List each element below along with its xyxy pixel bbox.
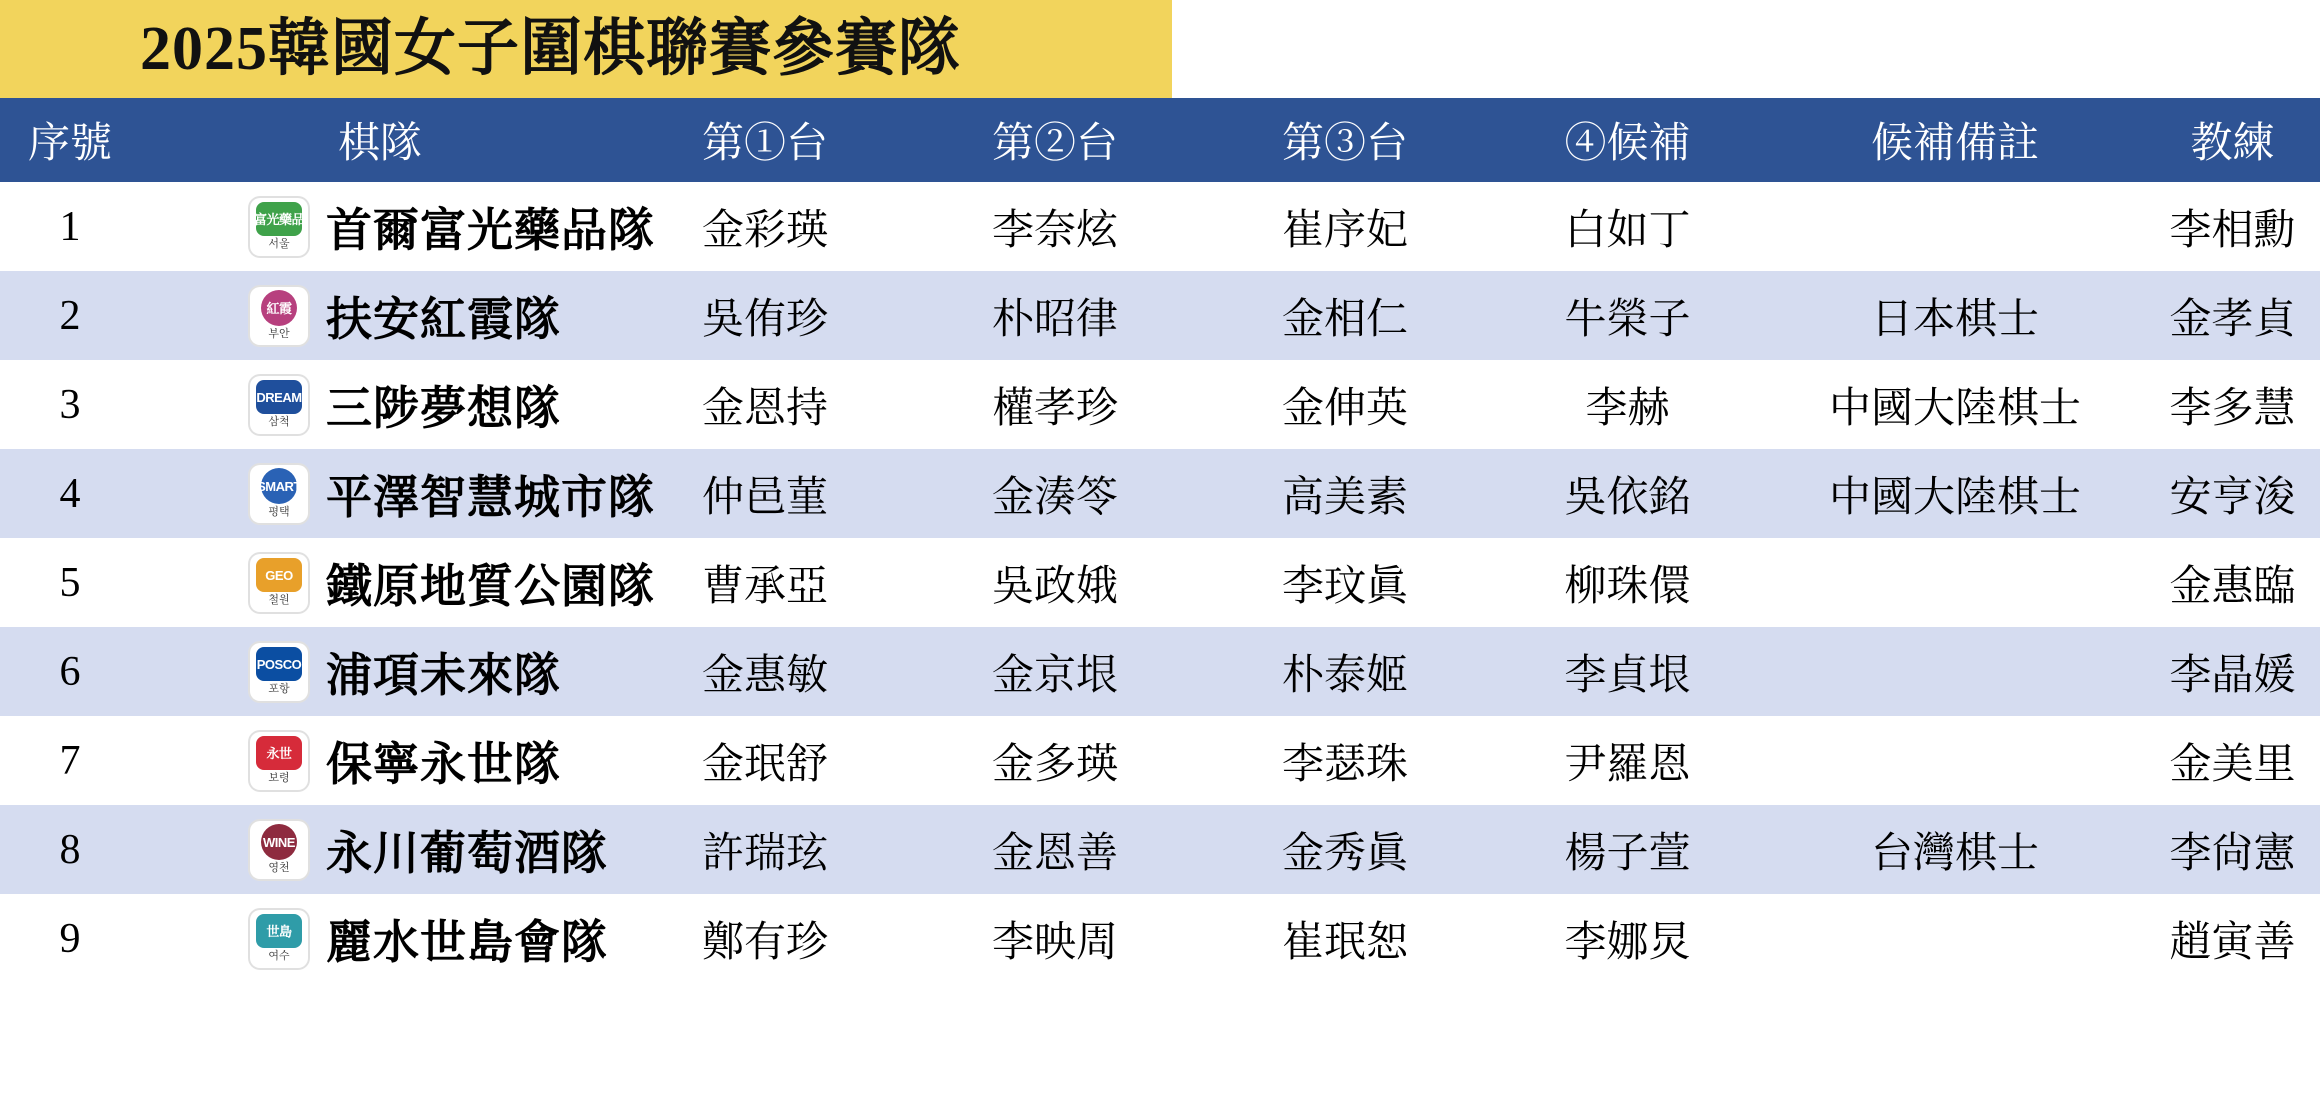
table-row bbox=[0, 538, 2320, 627]
coach-name: 李相勳 bbox=[2145, 182, 2320, 271]
team-cell bbox=[140, 449, 655, 538]
substitute-note: 台灣棋士 bbox=[1765, 805, 2145, 894]
header-row bbox=[0, 98, 2320, 182]
table-row bbox=[0, 627, 2320, 716]
row-index: 5 bbox=[0, 538, 140, 627]
header-team: 棋隊 bbox=[140, 98, 620, 182]
substitute-note: 中國大陸棋士 bbox=[1765, 449, 2145, 538]
team-cell bbox=[140, 360, 620, 449]
coach-name: 金惠臨 bbox=[2145, 538, 2320, 627]
board1-player: 金恩持 bbox=[620, 360, 910, 449]
team-logo-caption: 보령 bbox=[268, 772, 290, 785]
row-index: 7 bbox=[0, 716, 140, 805]
substitute-player: 尹羅恩 bbox=[1490, 716, 1765, 805]
board1-player: 吳侑珍 bbox=[620, 271, 910, 360]
team-name: 浦項未來隊 bbox=[326, 649, 561, 701]
coach-name: 李多慧 bbox=[2145, 360, 2320, 449]
header-coach: 教練 bbox=[2145, 98, 2320, 182]
substitute-player: 白如丁 bbox=[1490, 182, 1765, 271]
team-cell bbox=[140, 894, 620, 983]
board3-player: 金相仁 bbox=[1200, 271, 1490, 360]
team-logo-icon bbox=[248, 196, 310, 258]
team-name: 扶安紅霞隊 bbox=[326, 293, 561, 345]
title-banner bbox=[0, 0, 1172, 98]
team-logo-mark: GEO bbox=[256, 558, 302, 592]
row-index: 1 bbox=[0, 182, 140, 271]
board2-player: 金湊笭 bbox=[910, 449, 1200, 538]
board2-player: 李映周 bbox=[910, 894, 1200, 983]
board1-player: 曹承亞 bbox=[620, 538, 910, 627]
substitute-note bbox=[1765, 627, 2145, 716]
board3-player: 李瑟珠 bbox=[1200, 716, 1490, 805]
row-index: 2 bbox=[0, 271, 140, 360]
coach-name: 趙寅善 bbox=[2145, 894, 2320, 983]
board2-player: 權孝珍 bbox=[910, 360, 1200, 449]
board3-player: 崔序妃 bbox=[1200, 182, 1490, 271]
substitute-note bbox=[1765, 894, 2145, 983]
team-logo-icon bbox=[248, 552, 310, 614]
row-index: 6 bbox=[0, 627, 140, 716]
table-row bbox=[0, 271, 2320, 360]
team-logo-mark: 富光藥品 bbox=[256, 202, 302, 236]
team-logo-mark: WINE bbox=[261, 824, 297, 860]
board1-player: 鄭有珍 bbox=[620, 894, 910, 983]
table-row bbox=[0, 805, 2320, 894]
team-logo-icon bbox=[248, 819, 310, 881]
team-logo-mark: SMART bbox=[261, 468, 297, 504]
board2-player: 金多瑛 bbox=[910, 716, 1200, 805]
board3-player: 金秀眞 bbox=[1200, 805, 1490, 894]
substitute-player: 李娜炅 bbox=[1490, 894, 1765, 983]
board1-player: 金惠敏 bbox=[620, 627, 910, 716]
board2-player: 吳政娥 bbox=[910, 538, 1200, 627]
board1-player: 仲邑菫 bbox=[620, 449, 910, 538]
team-logo-caption: 서울 bbox=[268, 238, 290, 251]
team-logo-mark: POSCO bbox=[256, 647, 302, 681]
substitute-player: 李赫 bbox=[1490, 360, 1765, 449]
team-cell bbox=[140, 716, 620, 805]
board1-player: 金珉舒 bbox=[620, 716, 910, 805]
board2-player: 金京垠 bbox=[910, 627, 1200, 716]
page-title: 2025韓國女子圍棋聯賽參賽隊 bbox=[140, 15, 962, 83]
team-logo-caption: 영천 bbox=[268, 862, 290, 875]
team-cell bbox=[140, 538, 655, 627]
team-logo-caption: 철원 bbox=[268, 594, 290, 607]
row-index: 3 bbox=[0, 360, 140, 449]
table-row bbox=[0, 894, 2320, 983]
header-substitute: ④候補 bbox=[1490, 98, 1765, 182]
header-board1: 第①台 bbox=[620, 98, 910, 182]
substitute-player: 楊子萱 bbox=[1490, 805, 1765, 894]
row-index: 9 bbox=[0, 894, 140, 983]
board2-player: 金恩善 bbox=[910, 805, 1200, 894]
team-logo-mark: DREAM bbox=[256, 380, 302, 414]
board3-player: 崔珉恕 bbox=[1200, 894, 1490, 983]
team-logo-mark: 紅霞 bbox=[261, 290, 297, 326]
team-logo-mark: 永世 bbox=[256, 736, 302, 770]
table-header bbox=[0, 98, 2320, 182]
header-board2: 第②台 bbox=[910, 98, 1200, 182]
coach-name: 安亨浚 bbox=[2145, 449, 2320, 538]
board3-player: 金伸英 bbox=[1200, 360, 1490, 449]
board3-player: 李玟眞 bbox=[1200, 538, 1490, 627]
team-logo-caption: 평택 bbox=[268, 506, 290, 519]
team-name: 保寧永世隊 bbox=[326, 738, 561, 790]
substitute-player: 李貞垠 bbox=[1490, 627, 1765, 716]
team-logo-icon bbox=[248, 463, 310, 525]
table-body bbox=[0, 182, 2320, 983]
substitute-player: 吳依銘 bbox=[1490, 449, 1765, 538]
board2-player: 朴昭律 bbox=[910, 271, 1200, 360]
team-logo-icon bbox=[248, 730, 310, 792]
board1-player: 金彩瑛 bbox=[620, 182, 910, 271]
coach-name: 金美里 bbox=[2145, 716, 2320, 805]
table-row bbox=[0, 449, 2320, 538]
board2-player: 李奈炫 bbox=[910, 182, 1200, 271]
team-cell bbox=[140, 182, 655, 271]
team-cell bbox=[140, 805, 620, 894]
roster-table bbox=[0, 98, 2320, 983]
team-logo-icon bbox=[248, 374, 310, 436]
substitute-player: 柳珠儇 bbox=[1490, 538, 1765, 627]
team-logo-icon bbox=[248, 285, 310, 347]
row-index: 8 bbox=[0, 805, 140, 894]
team-name: 三陟夢想隊 bbox=[326, 382, 561, 434]
substitute-note: 日本棋士 bbox=[1765, 271, 2145, 360]
header-substitute-note: 候補備註 bbox=[1765, 98, 2145, 182]
substitute-note bbox=[1765, 716, 2145, 805]
team-name: 鐵原地質公園隊 bbox=[326, 560, 655, 612]
team-name: 平澤智慧城市隊 bbox=[326, 471, 655, 523]
coach-name: 金孝貞 bbox=[2145, 271, 2320, 360]
board3-player: 朴泰姬 bbox=[1200, 627, 1490, 716]
team-logo-icon bbox=[248, 641, 310, 703]
team-name: 麗水世島會隊 bbox=[326, 916, 608, 968]
team-logo-caption: 삼척 bbox=[268, 416, 290, 429]
coach-name: 李尙憲 bbox=[2145, 805, 2320, 894]
substitute-player: 牛榮子 bbox=[1490, 271, 1765, 360]
table-row bbox=[0, 182, 2320, 271]
substitute-note bbox=[1765, 182, 2145, 271]
team-logo-caption: 부안 bbox=[268, 328, 290, 341]
table-row bbox=[0, 716, 2320, 805]
team-logo-mark: 世島 bbox=[256, 914, 302, 948]
team-logo-icon bbox=[248, 908, 310, 970]
row-index: 4 bbox=[0, 449, 140, 538]
header-index: 序號 bbox=[0, 98, 140, 182]
table-row bbox=[0, 360, 2320, 449]
coach-name: 李晶媛 bbox=[2145, 627, 2320, 716]
team-logo-caption: 포항 bbox=[268, 683, 290, 696]
team-cell bbox=[140, 271, 620, 360]
substitute-note: 中國大陸棋士 bbox=[1765, 360, 2145, 449]
substitute-note bbox=[1765, 538, 2145, 627]
team-name: 首爾富光藥品隊 bbox=[326, 204, 655, 256]
team-name: 永川葡萄酒隊 bbox=[326, 827, 608, 879]
board3-player: 高美素 bbox=[1200, 449, 1490, 538]
header-board3: 第③台 bbox=[1200, 98, 1490, 182]
team-cell bbox=[140, 627, 620, 716]
board1-player: 許瑞玹 bbox=[620, 805, 910, 894]
team-logo-caption: 여수 bbox=[268, 950, 290, 963]
